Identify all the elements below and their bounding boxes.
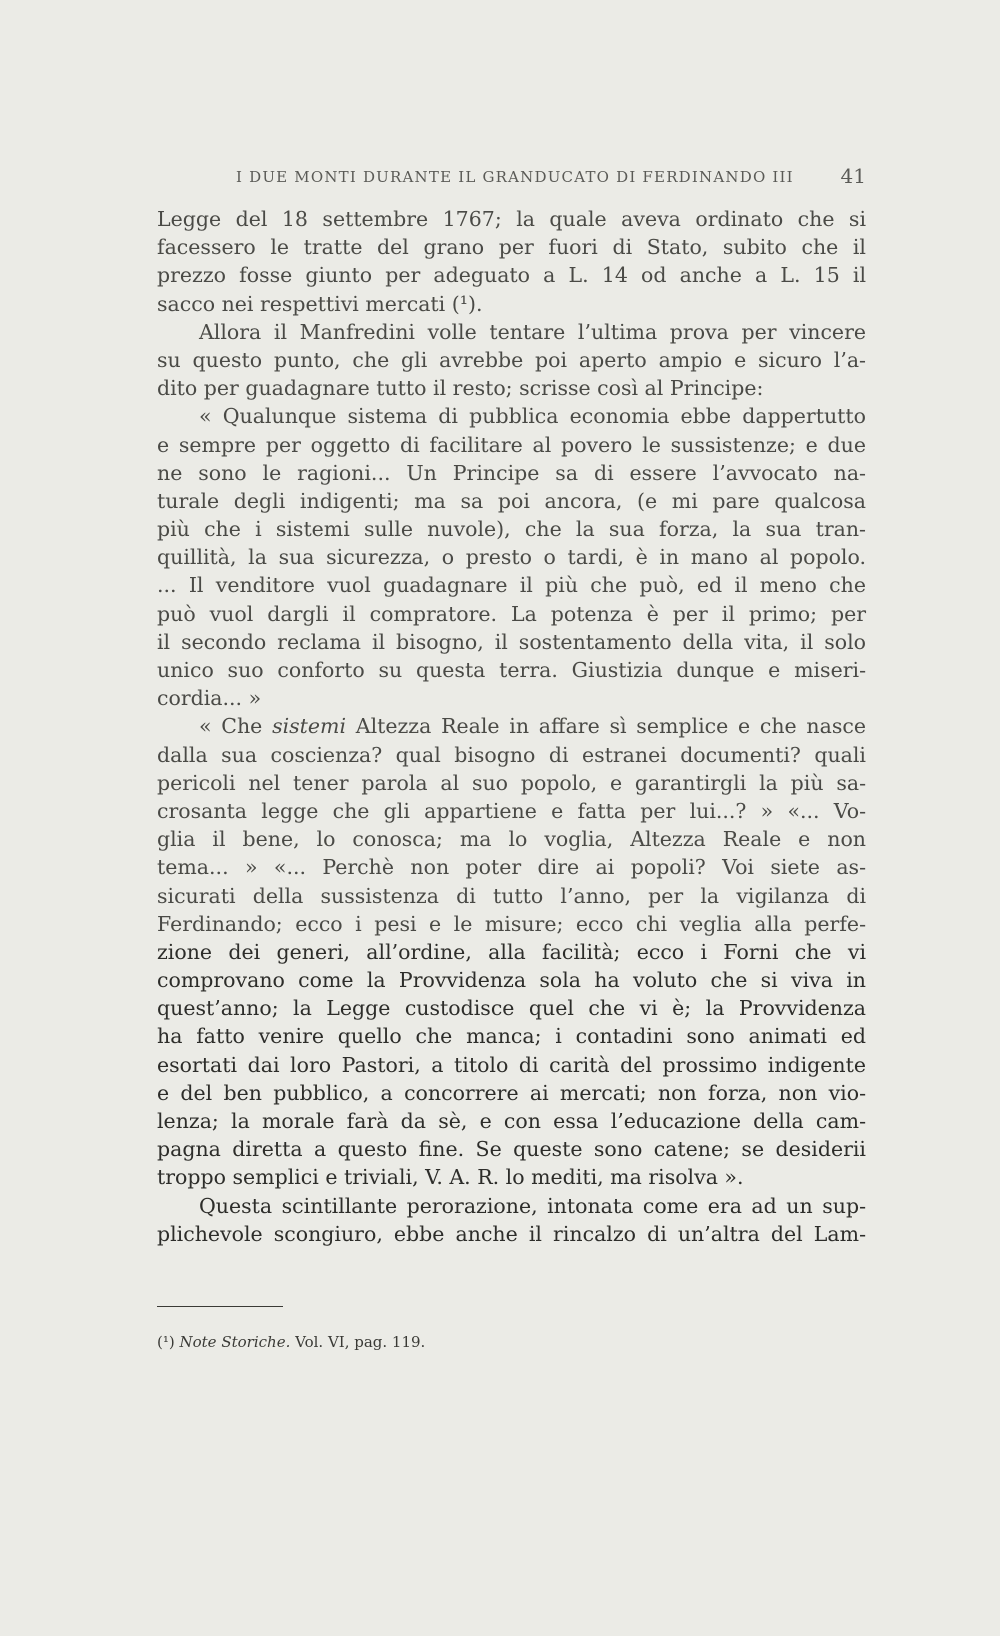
text-line: zione dei generi, all’ordine, alla facilità; ecco i Forni che vi — [157, 939, 866, 964]
text-line: più che i sistemi sulle nuvole), che la sua forza, la sua tran- — [157, 517, 866, 542]
text-line: quest’anno; la Legge custodisce quel che vi è; la Provvidenza — [157, 996, 866, 1021]
text-line: tema... » «... Perchè non poter dire ai popoli? Voi siete as- — [157, 855, 866, 880]
text-line: il secondo reclama il bisogno, il sostentamento della vita, il solo — [157, 629, 866, 654]
running-header — [236, 164, 866, 188]
text-line: ne sono le ragioni... Un Principe sa di essere l’avvocato na- — [157, 460, 866, 485]
footnote-mark: (¹) — [157, 1333, 175, 1351]
text-line: unico suo conforto su questa terra. Giustizia dunque e miseri- — [157, 658, 866, 682]
text-line: Allora il Manfredini volle tentare l’ultima prova per vincere — [199, 319, 866, 344]
text-line: glia il bene, lo conosca; ma lo voglia, Altezza Reale e non — [157, 827, 866, 852]
text-line: cordia... » — [157, 686, 262, 711]
text-line: prezzo fosse giunto per adeguato a L. 14 od anche a L. 15 il — [157, 263, 866, 288]
emphasis: sistemi — [272, 714, 347, 739]
text-line: facessero le tratte del grano per fuori di Stato, subito che il — [157, 235, 866, 260]
running-title: I DUE MONTI DURANTE IL GRANDUCATO DI FERDINANDO III — [236, 168, 794, 186]
text-line: crosanta legge che gli appartiene e fatta per lui...? » «... Vo- — [157, 798, 866, 823]
body-text — [157, 205, 866, 1248]
text-line: « Che sistemi Altezza Reale in affare sì semplice e che nasce — [199, 714, 866, 739]
text-line: su questo punto, che gli avrebbe poi aperto ampio e sicuro l’a- — [157, 347, 866, 372]
text-line: lenza; la morale farà da sè, e con essa l’educazione della cam- — [157, 1109, 866, 1133]
text-line: Questa scintillante perorazione, intonata come era ad un sup- — [199, 1193, 866, 1218]
footnote-separator — [157, 1306, 283, 1307]
text-line: ha fatto venire quello che manca; i contadini sono animati ed — [157, 1024, 866, 1049]
text-line: ... Il venditore vuol guadagnare il più che può, ed il meno che — [157, 573, 866, 598]
text-line: pagna diretta a questo fine. Se queste sono catene; se desiderii — [157, 1137, 866, 1162]
text-line: comprovano come la Provvidenza sola ha voluto che si viva in — [157, 968, 866, 993]
text-line: può vuol dargli il compratore. La potenza è per il primo; per — [157, 601, 866, 626]
text-line: plichevole scongiuro, ebbe anche il rincalzo di un’altra del Lam- — [157, 1221, 866, 1246]
text-line: « Qualunque sistema di pubblica economia ebbe dappertutto — [199, 404, 866, 429]
text-line: dito per guadagnare tutto il resto; scrisse così al Principe: — [157, 376, 764, 401]
text-line: Legge del 18 settembre 1767; la quale aveva ordinato che si — [157, 207, 866, 231]
footnote-reference: Vol. VI, pag. 119. — [295, 1333, 426, 1351]
text-line: pericoli nel tener parola al suo popolo, e garantirgli la più sa- — [157, 770, 866, 795]
footnote — [157, 1333, 425, 1351]
text-line: e sempre per oggetto di facilitare al povero le sussistenze; e due — [157, 432, 866, 457]
footnote-title: Note Storiche. — [179, 1333, 291, 1351]
text-line: turale degli indigenti; ma sa poi ancora, (e mi pare qualcosa — [157, 488, 866, 513]
text-line: esortati dai loro Pastori, a titolo di carità del prossimo indigente — [157, 1052, 866, 1077]
text-line: sicurati della sussistenza di tutto l’anno, per la vigilanza di — [157, 883, 866, 908]
text-line: Ferdinando; ecco i pesi e le misure; ecco chi veglia alla perfe- — [157, 911, 866, 936]
text-line: dalla sua coscienza? qual bisogno di estranei documenti? quali — [157, 742, 866, 767]
page-number: 41 — [840, 164, 866, 188]
text-line: e del ben pubblico, a concorrere ai mercati; non forza, non vio- — [157, 1080, 866, 1105]
text-line: troppo semplici e triviali, V. A. R. lo mediti, ma risolva ». — [157, 1165, 744, 1190]
text-line: sacco nei respettivi mercati (¹). — [157, 291, 483, 316]
text-line: quillità, la sua sicurezza, o presto o tardi, è in mano al popolo. — [157, 545, 866, 570]
